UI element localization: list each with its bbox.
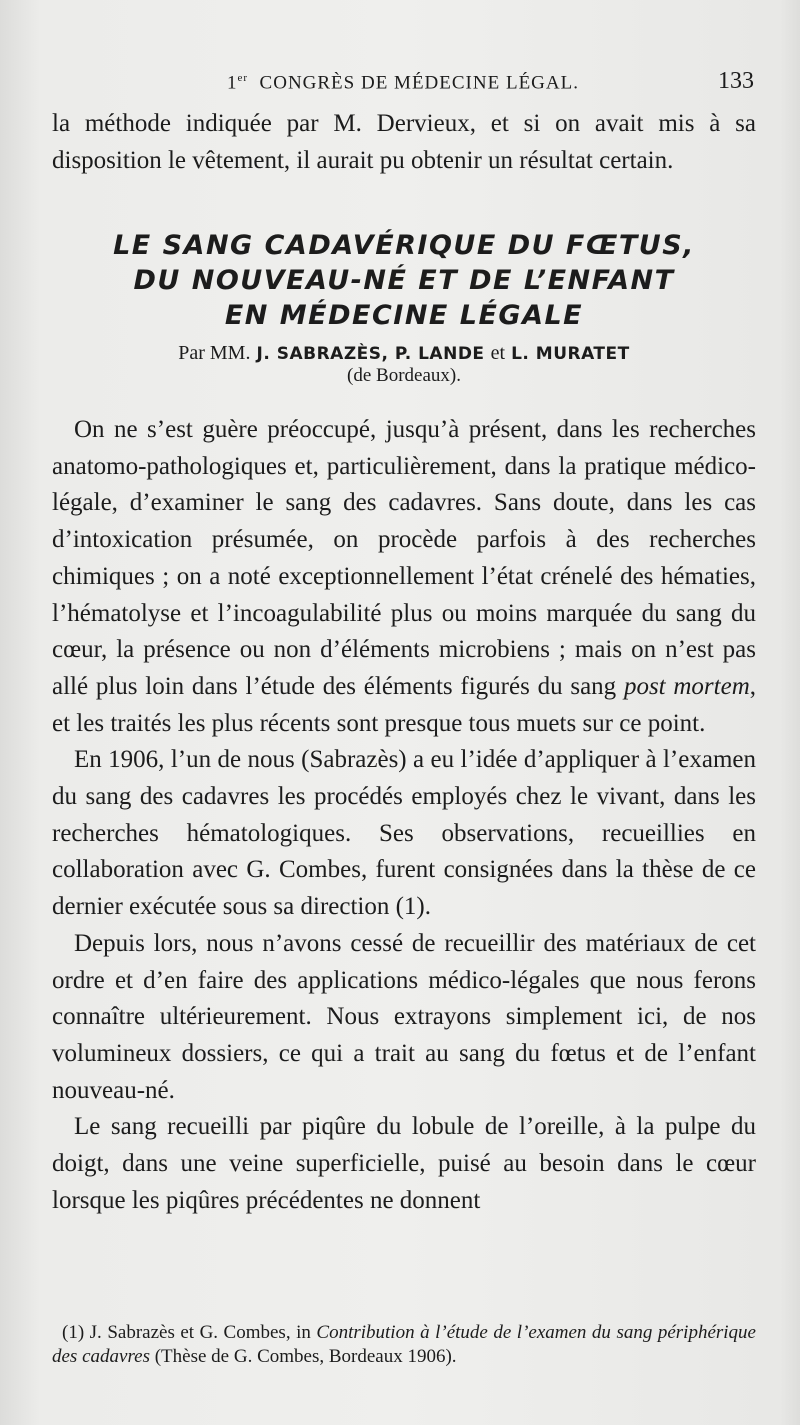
last-author-name: L. MURATET [511, 344, 630, 364]
author-names: J. SABRAZÈS, P. LANDE [256, 344, 485, 364]
author-location: (de Bordeaux). [347, 365, 461, 386]
ordinal-suffix: er [237, 72, 249, 84]
ordinal-number: 1 [227, 72, 238, 94]
running-title [52, 72, 754, 94]
continuation-text: la méthode indiquée par M. Dervieux, et si on avait mis à sa disposition le vêtement, il aurait pu obtenir un résultat certain. [52, 110, 756, 174]
paragraph-2: En 1906, l’un de nous (Sabrazès) a eu l’idée d’appliquer à l’examen du sang des cadavres les procédés employés chez le vivant, dans les recherches hématologiques. Ses observations, recueillies en collaboration avec G. Combes, furent consignées dans la thèse de ce dernier exécutée sous sa direction (1). [52, 746, 756, 921]
title-line-1: LE SANG CADAVÉRIQUE DU FŒTUS, [113, 230, 695, 261]
title-line-3: EN MÉDECINE LÉGALE [224, 300, 584, 331]
journal-section-title: CONGRÈS DE MÉDECINE LÉGAL. [259, 72, 579, 94]
continuation-paragraph [52, 106, 756, 179]
article-title [52, 228, 756, 333]
paragraph-3: Depuis lors, nous n’avons cessé de recueillir des matériaux de cet ordre et d’en faire des applications médico-légales que nous ferons connaître ultérieurement. Nous extrayons simplement ici, de nos volumineux dossiers, ce qui a trait au sang du fœtus et de l’enfant nouveau-né. [52, 929, 756, 1104]
paragraph-1-emphasis: post mortem [623, 672, 750, 700]
paragraph-1-text-a: On ne s’est guère préoccupé, jusqu’à présent, dans les recherches anatomo-pathologiques et, particulièrement, dans la pratique médico-légale, d’examiner le sang des cadavres. Sans doute, dans les cas d’intoxication présumée, on procède parfois à des recherches chimiques ; on a noté exceptionnellement l’état crénelé des hématies, l’hématolyse et l’incoagulabilité plus ou moins marquée du sang du cœur, la présence ou non d’éléments microbiens ; mais on n’est pas allé plus loin dans l’étude des éléments figurés du sang [52, 416, 756, 700]
title-line-2: DU NOUVEAU-NÉ ET DE L’ENFANT [133, 265, 675, 296]
page-number: 133 [718, 68, 754, 94]
running-header [52, 68, 754, 100]
article-body [52, 412, 756, 1219]
byline-prefix: Par MM. [178, 342, 251, 364]
footnote [52, 1321, 756, 1369]
paragraph-1 [52, 412, 756, 742]
paragraph-1-text-b: , et les traités les plus récents sont presque tous muets sur ce point. [52, 672, 757, 737]
footnote-text-a: (1) J. Sabrazès et G. Combes, in [62, 1322, 317, 1343]
footnote-text-b: (Thèse de G. Combes, Bordeaux 1906). [149, 1346, 457, 1367]
paragraph-4: Le sang recueilli par piqûre du lobule de l’oreille, à la pulpe du doigt, dans une veine superficielle, puisé au besoin dans le cœur lorsque les piqûres précédentes ne donnent [52, 1113, 756, 1214]
byline [52, 342, 756, 387]
footnote-title: Contribution à l’étude de l’examen du sang périphérique des cadavres [52, 1322, 756, 1367]
byline-and: et [490, 342, 506, 364]
